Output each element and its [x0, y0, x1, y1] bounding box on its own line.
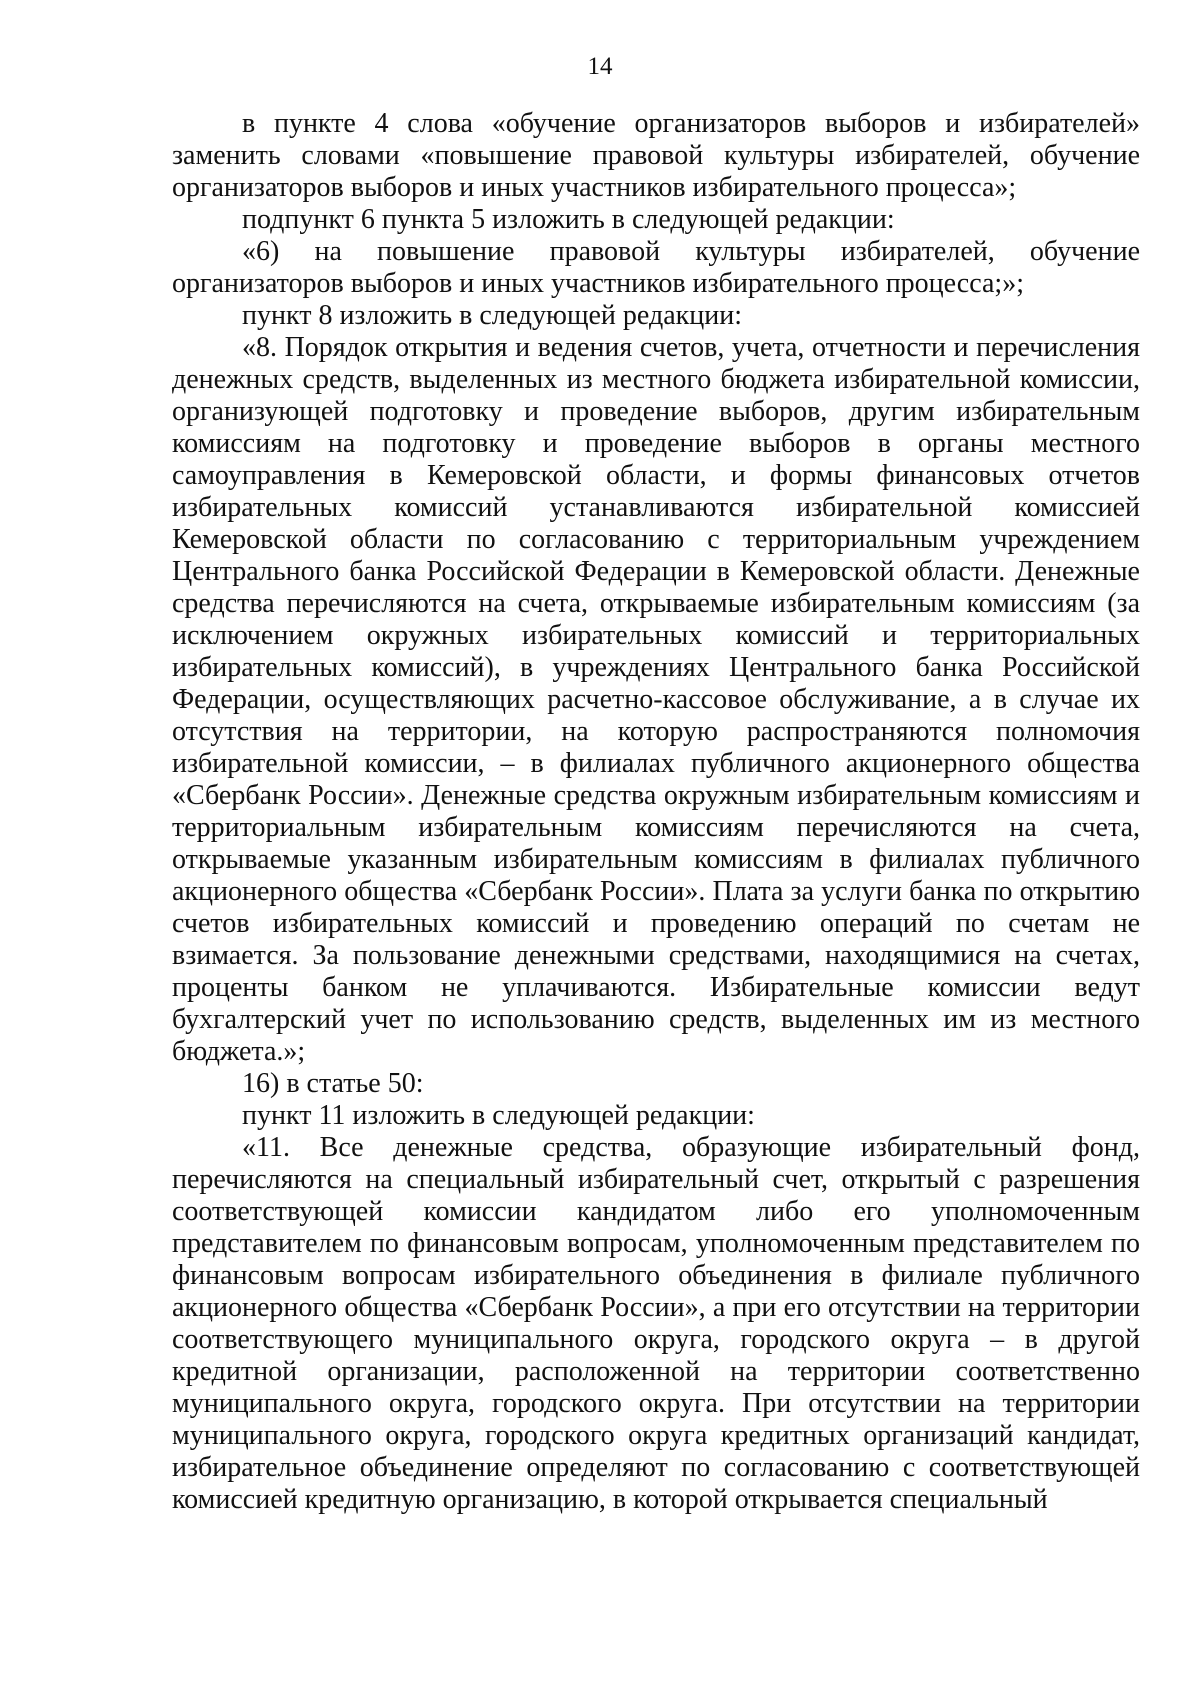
paragraph-amendment-point-4: в пункте 4 слова «обучение организаторов выборов и избирателей» заменить словами «повышение правовой культуры избирателей, обучение организаторов выборов и иных участников избирательного процесса»; [172, 108, 1140, 203]
paragraph-point-8-text: «8. Порядок открытия и ведения счетов, учета, отчетности и перечисления денежных средств, выделенных из местного бюджета избирательной комиссии, организующей подготовку и проведение выборов, другим избирательным комиссиям на подготовку и проведение выборов в органы местного самоуправления в Кемеровской области, и формы финансовых отчетов избирательных комиссий устанавливаются избирательной комиссией Кемеровской области по согласованию с территориальным учреждением Центрального банка Российской Федерации в Кемеровской области. Денежные средства перечисляются на счета, открываемые избирательным комиссиям (за исключением окружных избирательных комиссий и территориальных избирательных комиссий), в учреждениях Центрального банка Российской Федерации, осуществляющих расчетно-кассовое обслуживание, а в случае их отсутствия на территории, на которую распространяются полномочия избирательной комиссии, – в филиалах публичного акционерного общества «Сбербанк России». Денежные средства окружным избирательным комиссиям и территориальным избирательным комиссиям перечисляются на счета, открываемые указанным избирательным комиссиям в филиалах публичного акционерного общества «Сбербанк России». Плата за услуги банка по открытию счетов избирательных комиссий и проведению операций по счетам не взимается. За пользование денежными средствами, находящимися на счетах, проценты банком не уплачиваются. Избирательные комиссии ведут бухгалтерский учет по использованию средств, выделенных им из местного бюджета.»; [172, 332, 1140, 1067]
paragraph-point-11-intro: пункт 11 изложить в следующей редакции: [242, 1100, 755, 1131]
document-body [172, 108, 1140, 1516]
paragraph-point-8-intro: пункт 8 изложить в следующей редакции: [242, 300, 742, 331]
paragraph-point-11-text: «11. Все денежные средства, образующие избирательный фонд, перечисляются на специальный избирательный счет, открытый с разрешения соответствующей комиссии кандидатом либо его уполномоченным представителем по финансовым вопросам, уполномоченным представителем по финансовым вопросам избирательного объединения в филиале публичного акционерного общества «Сбербанк России», а при его отсутствии на территории соответствующего муниципального округа, городского округа – в другой кредитной организации, расположенной на территории соответственно муниципального округа, городского округа. При отсутствии на территории муниципального округа, городского округа кредитных организаций кандидат, избирательное объединение определяют по согласованию с соответствующей комиссией кредитную организацию, в которой открывается специальный [172, 1132, 1140, 1515]
paragraph-subpoint-6-intro: подпункт 6 пункта 5 изложить в следующей редакции: [242, 204, 895, 235]
paragraph-subpoint-6-text: «6) на повышение правовой культуры избирателей, обучение организаторов выборов и иных участников избирательного процесса;»; [172, 236, 1140, 299]
paragraph-article-50-heading: 16) в статье 50: [242, 1068, 424, 1099]
page-number: 14 [587, 53, 613, 80]
